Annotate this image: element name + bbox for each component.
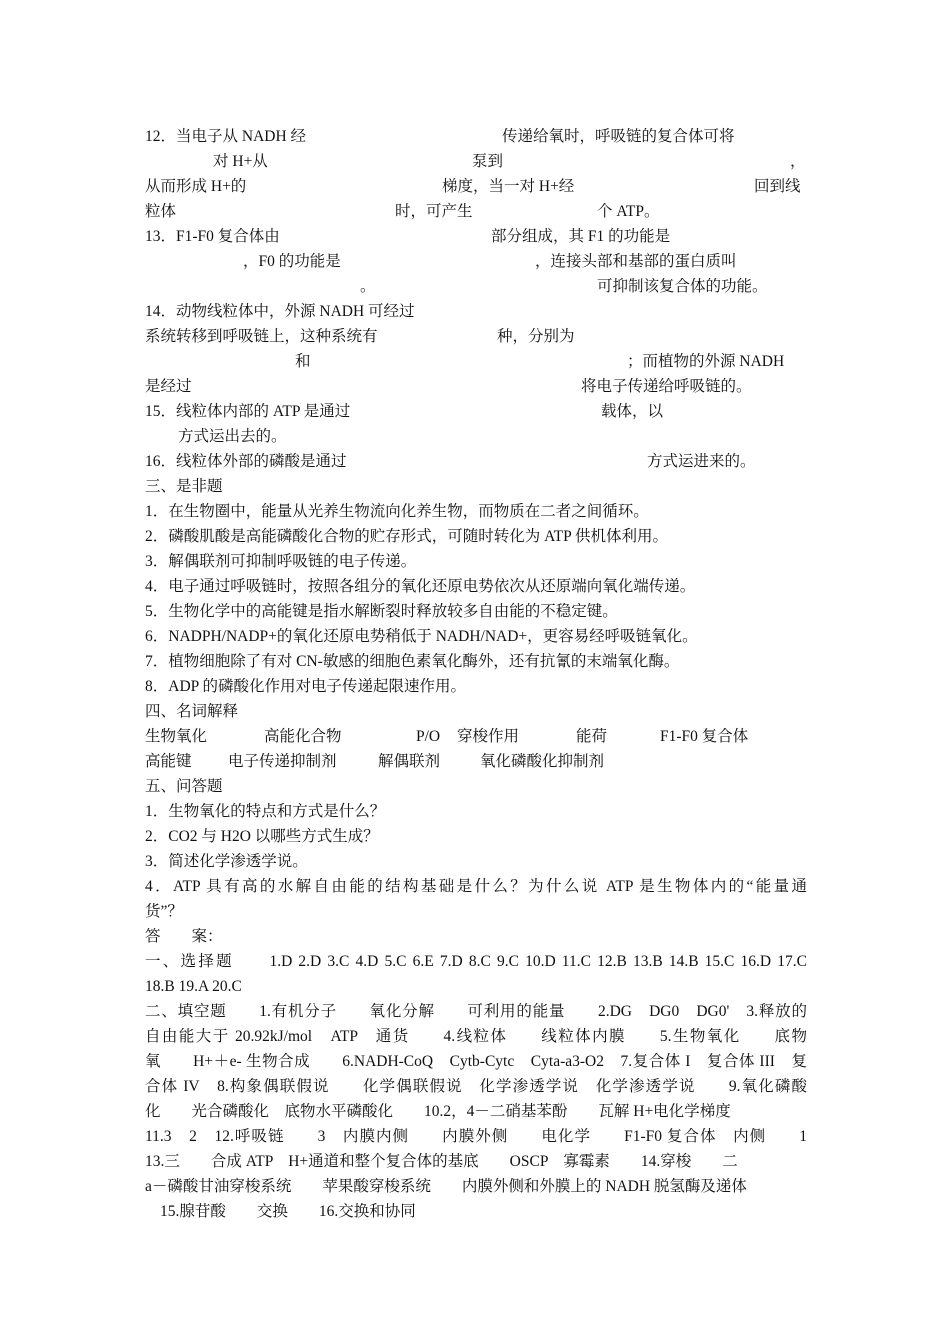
- q13-text: 可抑制该复合体的功能。: [597, 278, 768, 295]
- answers-title: 答 案：: [145, 928, 223, 945]
- answer-line: 自由能大于 20.92kJ/mol ATP 通货 4.线粒体 线粒体内膜 5.生物氧化 底物: [145, 1028, 807, 1045]
- answer-line: 二、填空题 1.有机分子 氧化分解 可利用的能量 2.DG DG0 DG0' 3.释放的: [145, 1003, 807, 1020]
- tf-item: 7．植物细胞除了有对 CN-敏感的细胞色素氧化酶外，还有抗氰的末端氧化酶。: [145, 653, 680, 670]
- q14-text: 系统转移到呼吸链上，这种系统有: [145, 328, 378, 345]
- true-false-heading: 三、是非题: [145, 478, 223, 495]
- q13-text: 部分组成，其 F1 的功能是: [491, 228, 671, 245]
- term: 电子传递抑制剂: [228, 753, 337, 770]
- qa-item: 3．简述化学渗透学说。: [145, 853, 308, 870]
- qa-item: 2．CO2 与 H2O 以哪些方式生成？: [145, 828, 379, 845]
- q14-text: 是经过: [145, 378, 192, 395]
- q12-text: 12．当电子从 NADH 经: [145, 128, 307, 145]
- qa-item: 1．生物氧化的特点和方式是什么？: [145, 803, 386, 820]
- q13-text: ，F0 的功能是: [243, 253, 341, 270]
- q12-text: 传递给氧时，呼吸链的复合体可将: [502, 128, 735, 145]
- term: P/O: [416, 728, 441, 745]
- qa-item: 4．ATP 具有高的水解自由能的结构基础是什么？为什么说 ATP 是生物体内的“能量通: [145, 878, 807, 895]
- tf-item: 4．电子通过呼吸链时，按照各组分的氧化还原电势依次从还原端向氧化端传递。: [145, 578, 696, 595]
- term: 穿梭作用: [457, 728, 520, 745]
- tf-item: 6．NADPH/NADP+的氧化还原电势稍低于 NADH/NAD+，更容易经呼吸链氧化。: [145, 628, 698, 645]
- q12-text: 时，可产生: [395, 203, 473, 220]
- terms-heading: 四、名词解释: [145, 703, 239, 720]
- term: 高能键: [145, 753, 192, 770]
- term: 氧化磷酸化抑制剂: [480, 753, 605, 770]
- q12-text: 对 H+从: [213, 153, 268, 170]
- qa-heading: 五、问答题: [145, 778, 223, 795]
- answer-line: 18.B 19.A 20.C: [145, 978, 242, 995]
- tf-item: 8．ADP 的磷酸化作用对电子传递起限速作用。: [145, 678, 467, 695]
- q12-text: 从而形成 H+的: [145, 178, 247, 195]
- term: 生物氧化: [145, 728, 208, 745]
- q13-text: ，连接头部和基部的蛋白质叫: [535, 253, 737, 270]
- qa-item-continuation: 货”？: [145, 903, 183, 920]
- q15-text: 载体，以: [601, 403, 664, 420]
- answer-line: 一、选择题 1.D 2.D 3.C 4.D 5.C 6.E 7.D 8.C 9.C 10.D 11.C 12.B 13.B 14.B 15.C 16.D 17.C: [145, 953, 807, 970]
- q12-text: 个 ATP。: [597, 203, 660, 220]
- tf-item: 5．生物化学中的高能键是指水解断裂时释放较多自由能的不稳定键。: [145, 603, 618, 620]
- answer-line: 合体 IV 8.构象偶联假说 化学偶联假说 化学渗透学说 化学渗透学说 9.氧化磷酸: [145, 1078, 807, 1095]
- term: 能荷: [576, 728, 608, 745]
- q13-text: 13．F1-F0 复合体由: [145, 228, 280, 245]
- q15-text: 方式运出去的。: [178, 428, 287, 445]
- tf-item: 1．在生物圈中，能量从光养生物流向化养生物，而物质在二者之间循环。: [145, 503, 649, 520]
- q16-text: 方式运进来的。: [647, 453, 756, 470]
- q12-text: 梯度，当一对 H+经: [442, 178, 575, 195]
- answer-line: 13.三 合成 ATP H+通道和整个复合体的基底 OSCP 寡霉素 14.穿梭 二: [145, 1153, 738, 1170]
- q16-text: 16．线粒体外部的磷酸是通过: [145, 453, 347, 470]
- q14-text: 14．动物线粒体中，外源 NADH 可经过: [145, 303, 415, 320]
- answer-line: 11.3 2 12.呼吸链 3 内膜内侧 内膜外侧 电化学 F1-F0 复合体 内侧 1: [145, 1128, 807, 1145]
- q12-text: 回到线: [754, 178, 801, 195]
- answer-line: 化 光合磷酸化 底物水平磷酸化 10.2，4－二硝基苯酚 瓦解 H+电化学梯度: [145, 1103, 731, 1120]
- q14-text: 和: [295, 353, 311, 370]
- tf-item: 3．解偶联剂可抑制呼吸链的电子传递。: [145, 553, 417, 570]
- term: F1-F0 复合体: [660, 728, 749, 745]
- answer-line: a－磷酸甘油穿梭系统 苹果酸穿梭系统 内膜外侧和外膜上的 NADH 脱氢酶及递体: [145, 1178, 747, 1195]
- tf-item: 2．磷酸肌酸是高能磷酸化合物的贮存形式，可随时转化为 ATP 供机体利用。: [145, 528, 668, 545]
- q12-text: 泵到: [472, 153, 504, 170]
- q12-text: ，: [790, 153, 806, 170]
- answer-line: 氧 H+＋e- 生物合成 6.NADH-CoQ Cytb-Cytc Cyta-a3-O2 7.复合体 I 复合体 III 复: [145, 1053, 807, 1070]
- q15-text: 15．线粒体内部的 ATP 是通过: [145, 403, 351, 420]
- q12-text: 粒体: [145, 203, 177, 220]
- q13-text: 。: [360, 278, 376, 295]
- answer-line: 15.腺苷酸 交换 16.交换和协同: [160, 1203, 416, 1220]
- q14-text: ；而植物的外源 NADH: [627, 353, 785, 370]
- q14-text: 将电子传递给呼吸链的。: [581, 378, 752, 395]
- q14-text: 种，分别为: [497, 328, 575, 345]
- term: 解偶联剂: [378, 753, 441, 770]
- term: 高能化合物: [264, 728, 342, 745]
